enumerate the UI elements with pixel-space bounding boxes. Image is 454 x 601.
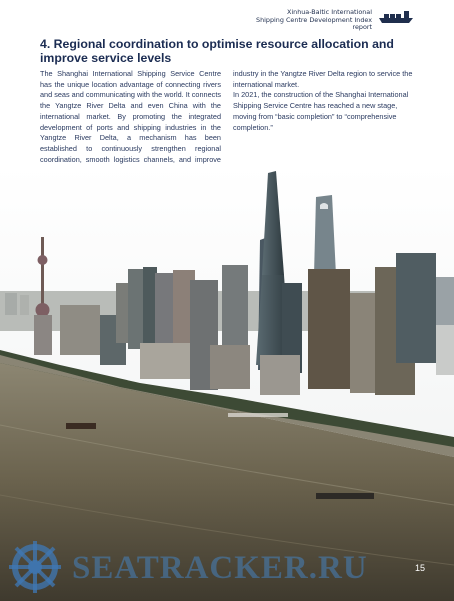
shanghai-skyline-photo [0, 165, 454, 601]
body-column-right [233, 69, 414, 133]
section-title: 4. Regional coordination to optimise resource allocation and improve service levels [40, 37, 394, 66]
container-ship-icon [378, 10, 414, 24]
header-line-1: Xinhua-Baltic International [287, 8, 372, 16]
body-paragraph: industry in the Yangtze River Delta region to service the international market. [233, 69, 413, 89]
watermark-text: SEATRACKER.RU [72, 550, 368, 586]
page-number: 15 [415, 563, 426, 573]
header-line-2: Shipping Centre Development Index report [256, 15, 372, 32]
body-paragraph: In 2021, the construction of the Shanghai International Shipping Service Centre has reached a new stage, moving from “basic completion” to “comprehensive completion.” [233, 90, 409, 132]
body-column-left: The Shanghai International Shipping Service Centre has the unique location advantage of connecting rivers and seas and communicating with the world. It connects the Yangtze River Delta and even China with the international market. By promoting the integrated development of ports and shipping industries in the Yangtze River Delta, a mechanism has been established to continuously strengthen regional coordination, smooth logistics channels, and improve [40, 69, 221, 164]
